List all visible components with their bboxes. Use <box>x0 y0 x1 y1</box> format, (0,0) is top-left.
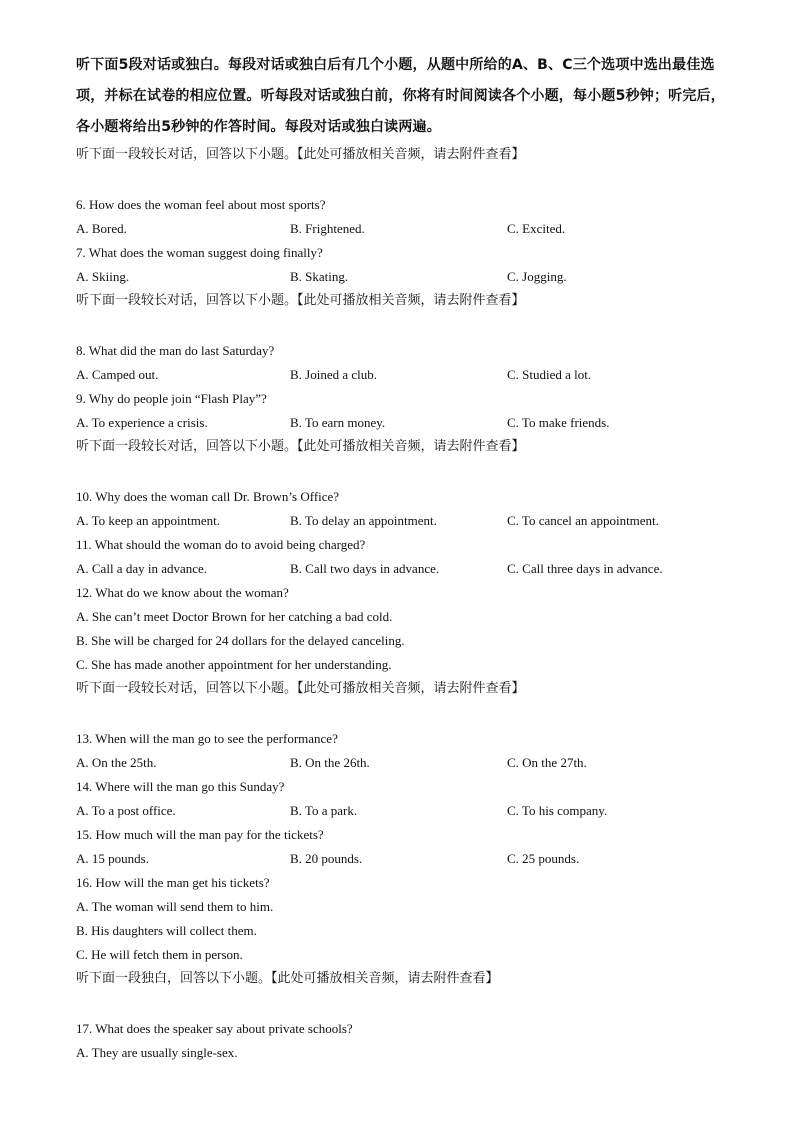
options-row <box>76 217 736 241</box>
option-b: B. To earn money. <box>290 415 386 430</box>
option-b: B. Frightened. <box>290 221 365 236</box>
section-block <box>76 143 736 289</box>
option-a: A. 15 pounds. <box>76 851 149 866</box>
section-gap <box>76 313 736 339</box>
question-text: 7. What does the woman suggest doing finally? <box>76 245 323 260</box>
question-text: 17. What does the speaker say about private schools? <box>76 1021 353 1036</box>
option-a: A. Skiing. <box>76 269 130 284</box>
option-b: B. To a park. <box>290 803 358 818</box>
option-a: A. Bored. <box>76 221 127 236</box>
option-c: C. To cancel an appointment. <box>507 513 659 528</box>
option-b: B. 20 pounds. <box>290 851 363 866</box>
option-a: A. Camped out. <box>76 367 159 382</box>
option-c: C. Studied a lot. <box>507 367 592 382</box>
question-text: 13. When will the man go to see the performance? <box>76 731 338 746</box>
option-a: A. To keep an appointment. <box>76 513 220 528</box>
options-row <box>76 799 736 823</box>
options-row <box>76 751 736 775</box>
section-note: 听下面一段较长对话，回答以下小题。【此处可播放相关音频，请去附件查看】 <box>76 147 525 162</box>
question-text: 10. Why does the woman call Dr. Brown’s Office? <box>76 489 340 504</box>
question-text: 12. What do we know about the woman? <box>76 585 289 600</box>
option-line: B. His daughters will collect them. <box>76 923 257 938</box>
option-a: A. On the 25th. <box>76 755 157 770</box>
options-row <box>76 363 736 387</box>
option-c: C. Jogging. <box>507 269 567 284</box>
options-row <box>76 557 736 581</box>
section-gap <box>76 167 736 193</box>
option-c: C. To his company. <box>507 803 608 818</box>
option-b: B. Joined a club. <box>290 367 378 382</box>
option-c: C. Call three days in advance. <box>507 561 663 576</box>
options-row <box>76 509 736 533</box>
section-note: 听下面一段较长对话，回答以下小题。【此处可播放相关音频，请去附件查看】 <box>76 293 525 308</box>
question-text: 14. Where will the man go this Sunday? <box>76 779 285 794</box>
section-gap <box>76 701 736 727</box>
option-line: C. He will fetch them in person. <box>76 947 243 962</box>
instructions: 听下面5段对话或独白。每段对话或独白后有几个小题，从题中所给的A、B、C三个选项中选出最佳选项，并标在试卷的相应位置。听每段对话或独白前，你将有时间阅读各个小题，每小题5秒钟；听完后，各小题将给出5秒钟的作答时间。每段对话或独白读两遍。 <box>76 57 725 135</box>
option-line: B. She will be charged for 24 dollars for the delayed canceling. <box>76 633 405 648</box>
section-gap <box>76 459 736 485</box>
option-a: A. Call a day in advance. <box>76 561 208 576</box>
options-row <box>76 847 736 871</box>
question-text: 6. How does the woman feel about most sports? <box>76 197 326 212</box>
option-a: A. To experience a crisis. <box>76 415 208 430</box>
listening-sections <box>76 143 736 1065</box>
section-block <box>76 289 736 435</box>
option-c: C. 25 pounds. <box>507 851 580 866</box>
option-a: A. To a post office. <box>76 803 176 818</box>
question-text: 15. How much will the man pay for the tickets? <box>76 827 324 842</box>
question-text: 8. What did the man do last Saturday? <box>76 343 275 358</box>
section-note: 听下面一段较长对话，回答以下小题。【此处可播放相关音频，请去附件查看】 <box>76 439 525 454</box>
section-note: 听下面一段独白，回答以下小题。【此处可播放相关音频，请去附件查看】 <box>76 971 499 986</box>
option-b: B. To delay an appointment. <box>290 513 437 528</box>
option-c: C. On the 27th. <box>507 755 587 770</box>
question-text: 9. Why do people join “Flash Play”? <box>76 391 267 406</box>
option-b: B. Skating. <box>290 269 349 284</box>
question-text: 16. How will the man get his tickets? <box>76 875 270 890</box>
option-line: C. She has made another appointment for her understanding. <box>76 657 392 672</box>
exam-page <box>76 50 736 1065</box>
option-line: A. She can’t meet Doctor Brown for her catching a bad cold. <box>76 609 393 624</box>
section-block <box>76 435 736 677</box>
option-line: A. They are usually single-sex. <box>76 1045 238 1060</box>
section-gap <box>76 991 736 1017</box>
section-block <box>76 967 736 1065</box>
question-text: 11. What should the woman do to avoid being charged? <box>76 537 366 552</box>
option-line: A. The woman will send them to him. <box>76 899 274 914</box>
section-block <box>76 677 736 967</box>
options-row <box>76 265 736 289</box>
section-note: 听下面一段较长对话，回答以下小题。【此处可播放相关音频，请去附件查看】 <box>76 681 525 696</box>
option-c: C. Excited. <box>507 221 566 236</box>
option-b: B. Call two days in advance. <box>290 561 440 576</box>
options-row <box>76 411 736 435</box>
option-b: B. On the 26th. <box>290 755 370 770</box>
option-c: C. To make friends. <box>507 415 610 430</box>
